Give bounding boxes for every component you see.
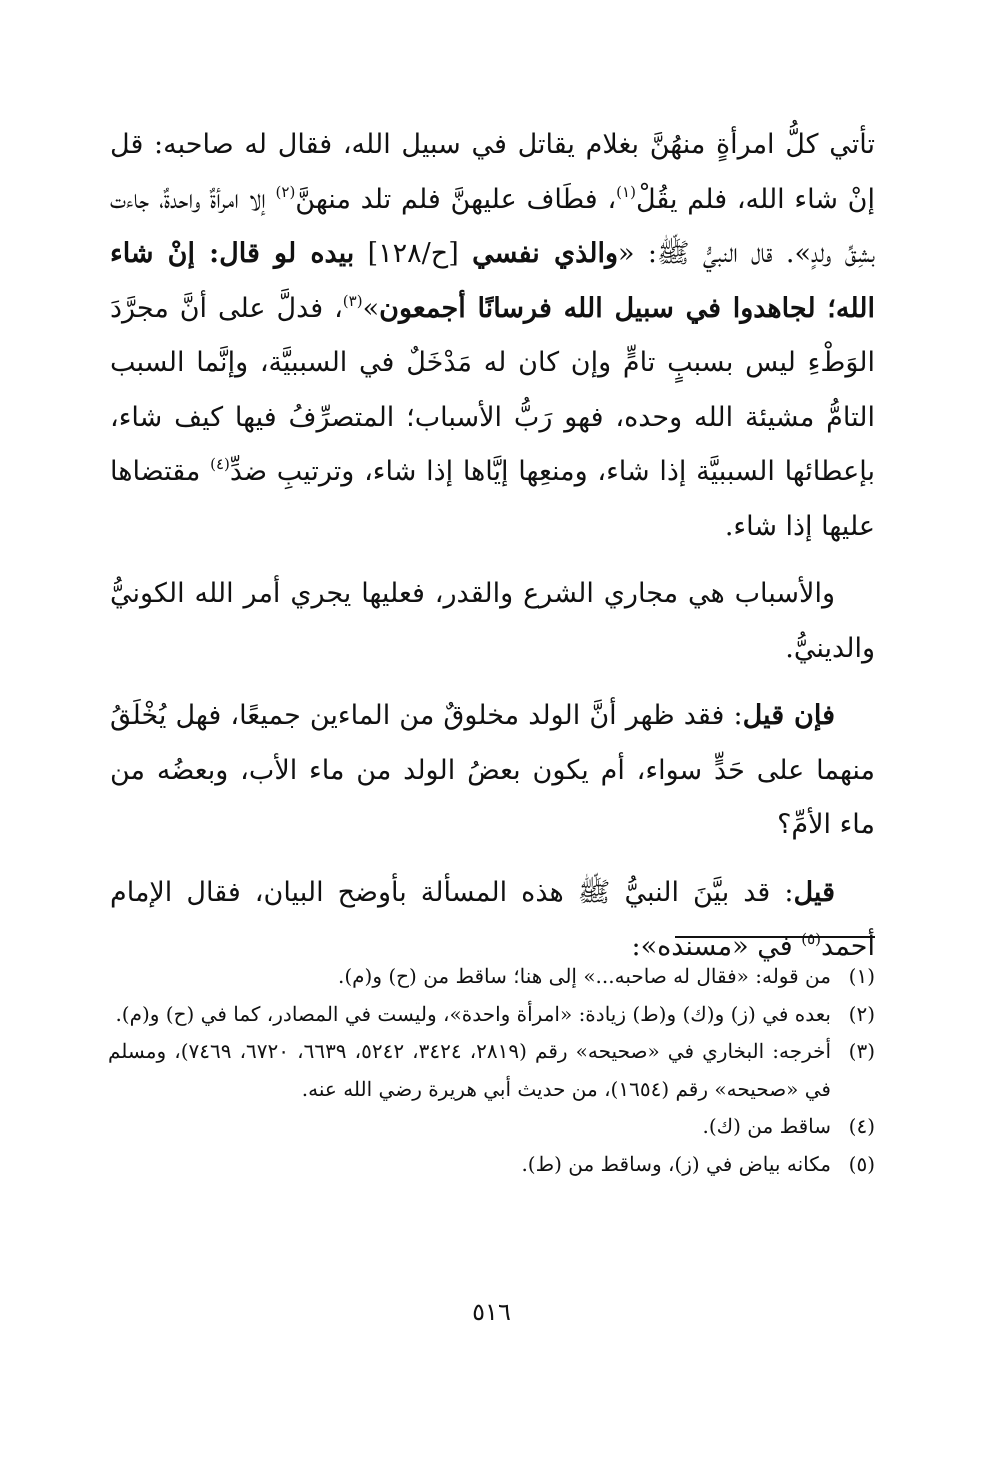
text-run: في «مسنده»: [631,931,802,962]
footnote-ref-2: (٢) [275,182,296,201]
footnote-divider [675,936,875,938]
footnote-ref-3: (٣) [342,291,363,310]
footnote-item [108,1033,875,1108]
text-run: تأتي كلُّ امرأةٍ منهُنَّ بغلام يقاتل في سبيل الله، فقال له صاحبه: قل إنْ شاء الله، فلم يقُلْ [110,129,876,215]
paragraph-question [110,689,875,853]
footnote-text: من قوله: «فقال له صاحبه...» إلى هنا؛ ساقط من (ح) و(م). [337,964,831,988]
question-label: فإن قيل [742,700,835,731]
text-run: ، فدلَّ على أنَّ مجرَّدَ الوَطْءِ ليس بسببٍ تامٍّ وإن كان له مَدْخَلٌ في السببيَّة، وإنَّما السبب التامُّ مشيئة الله وحده، فهو رَبُّ الأسباب؛ المتصرِّفُ فيها كيف شاء، بإعطائها السببيَّة إذا شاء، ومنعِها إيَّاها إذا شاء، وترتيبِ ضدِّ [110,292,875,487]
footnote-text: بعده في (ز) و(ك) و(ط) زيادة: «امرأة واحدة»، وليست في المصادر، كما في (ح) و(م). [115,1001,831,1026]
footnote-number: (٥) [848,1151,875,1176]
footnote-number: (٣) [848,1039,875,1063]
text-run: إلا امرأةٌ واحدةٌ، جاءت بشِقِّ ولدٍ». قال النبيُّ ﷺ: « [110,183,875,269]
answer-label: قيل [793,876,835,908]
text-run: : فقد ظهر أنَّ الولد مخلوقٌ من الماءين جميعًا، فهل يُخْلَقُ منهما على حَدٍّ سواء، أم يكون بعضُ الولد من ماء الأب، وبعضُه من ماء الأمِّ؟ [110,700,875,840]
footnotes [108,958,875,1183]
text-run: ، فطَاف عليهنَّ فلم تلد منهنَّ [295,183,617,215]
paragraph-hadith [110,118,875,554]
bold-hadith-text: بيده لو قال: إنْ شاء الله؛ لجاهدوا في سبيل الله فرسانًا أجمعون [110,238,876,324]
bold-hadith-text: والذي نفسي [472,238,619,269]
footnote-ref-1: (١) [616,182,636,201]
footnote-item [108,958,875,996]
footnote-number: (١) [848,964,875,988]
text-run: : قد بيَّنَ النبيُّ ﷺ هذه المسألة بأوضح البيان، فقال الإمام أحمد [110,876,875,962]
paragraph-causes: والأسباب هي مجاري الشرع والقدر، فعليها يجري أمر الله الكونيُّ والدينيُّ. [110,578,875,664]
footnote-item [108,1146,875,1184]
text-run: » [362,292,380,324]
footnote-ref-4: (٤) [210,454,230,473]
footnote-number: (٢) [848,1001,875,1026]
text-run: مقتضاها عليها إذا شاء. [110,456,875,542]
footnote-item [108,1108,875,1146]
footnote-ref-5: (٥) [801,929,822,948]
footnote-text: ساقط من (ك). [702,1114,831,1138]
footnote-text: أخرجه: البخاري في «صحيحه» رقم (٢٨١٩، ٣٤٢٤، ٥٢٤٢، ٦٦٣٩، ٦٧٢٠، ٧٤٦٩)، ومسلم في «صحيحه» رقم (١٦٥٤)، من حديث أبي هريرة رضي الله عنه. [108,1039,832,1101]
page-number: ٥١٦ [472,1298,511,1326]
footnote-item [108,996,875,1034]
footnote-number: (٤) [848,1114,875,1138]
main-text [110,118,875,988]
manuscript-marker: [ح/١٢٨] [354,238,473,269]
footnote-text: مكانه بياض في (ز)، وساقط من (ط). [521,1151,831,1176]
